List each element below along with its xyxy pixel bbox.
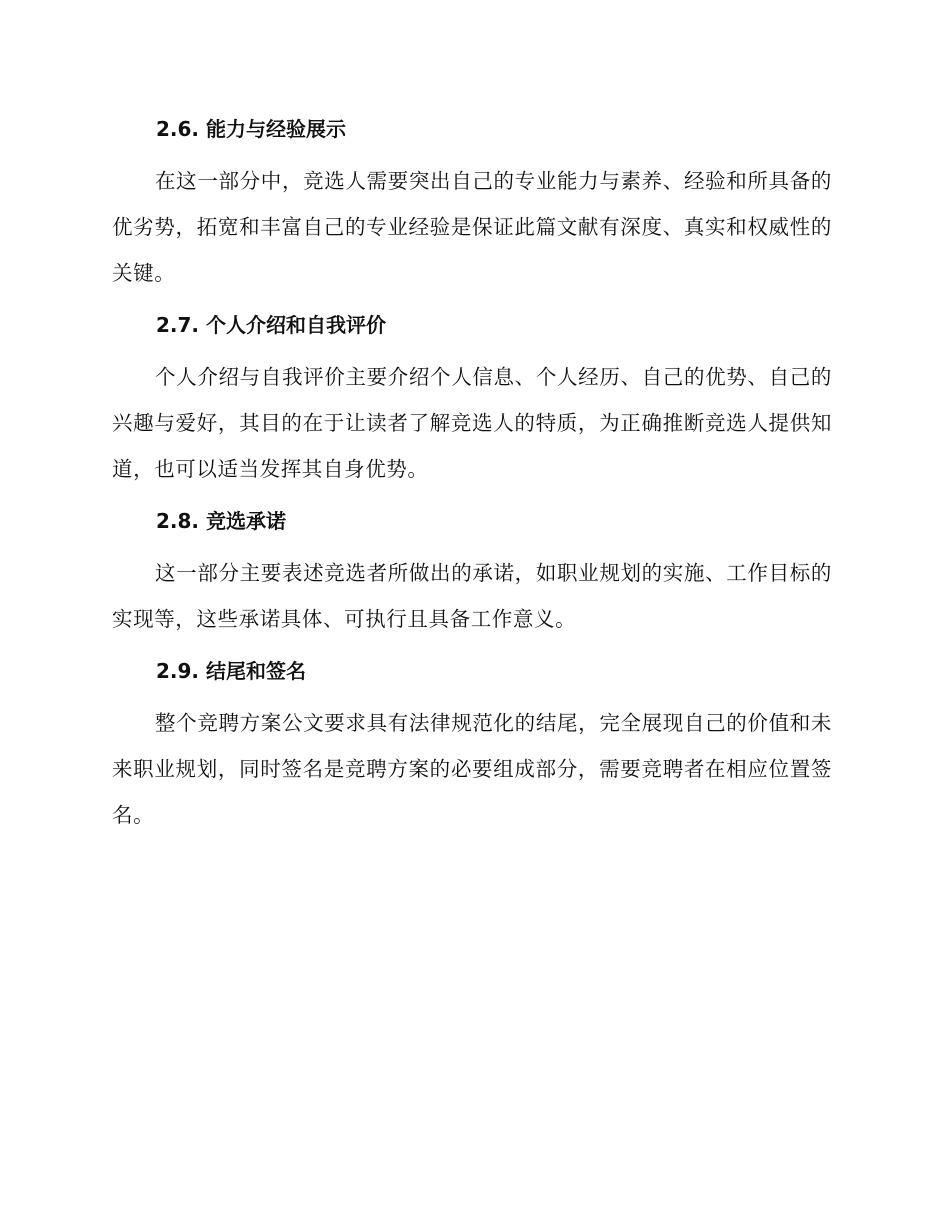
section-paragraph: 个人介绍与自我评价主要介绍个人信息、个人经历、自己的优势、自己的兴趣与爱好，其目的在于让读者了解竞选人的特质，为正确推断竞选人提供知道，也可以适当发挥其自身优势。 [112, 365, 832, 481]
document-content [112, 112, 832, 850]
section-2-9 [112, 654, 832, 838]
section-paragraph: 这一部分主要表述竞选者所做出的承诺，如职业规划的实施、工作目标的实现等，这些承诺具体、可执行且具备工作意义。 [112, 561, 832, 631]
section-heading: 2.8. 竞选承诺 [156, 509, 286, 533]
section-2-7 [112, 308, 832, 492]
section-paragraph: 整个竞聘方案公文要求具有法律规范化的结尾，完全展现自己的价值和未来职业规划，同时签名是竞聘方案的必要组成部分，需要竞聘者在相应位置签名。 [112, 711, 832, 827]
section-heading: 2.9. 结尾和签名 [156, 659, 306, 683]
section-heading: 2.6. 能力与经验展示 [156, 117, 346, 141]
section-heading: 2.7. 个人介绍和自我评价 [156, 313, 386, 337]
section-2-6 [112, 112, 832, 296]
section-paragraph: 在这一部分中，竞选人需要突出自己的专业能力与素养、经验和所具备的优劣势，拓宽和丰富自己的专业经验是保证此篇文献有深度、真实和权威性的关键。 [112, 169, 832, 285]
section-2-8 [112, 504, 832, 642]
